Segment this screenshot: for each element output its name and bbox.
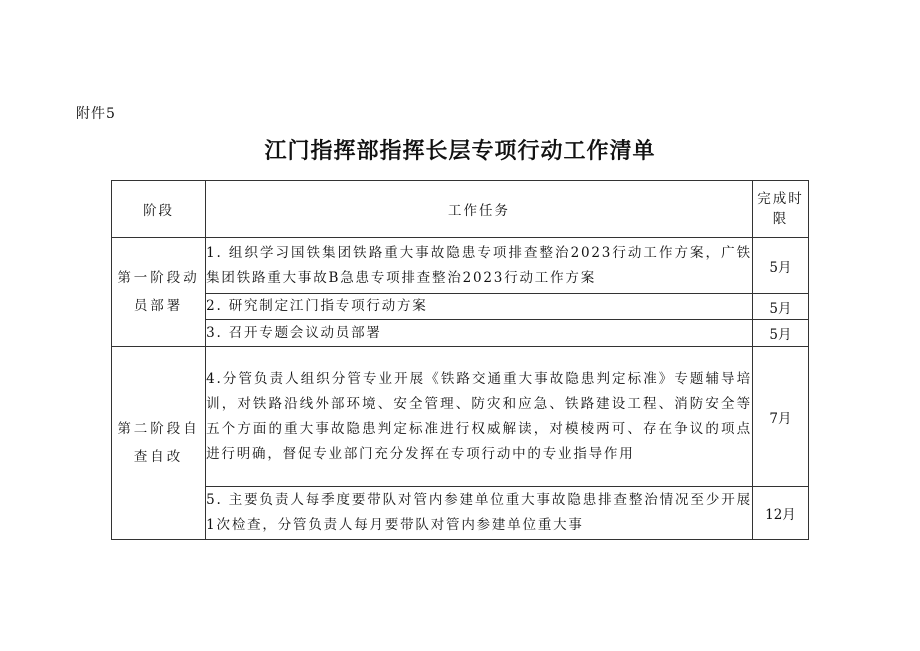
task-cell: 2. 研究制定江门指专项行动方案 (206, 294, 753, 320)
task-table (111, 180, 809, 540)
table-header-row (112, 181, 809, 238)
attachment-label: 附件5 (76, 106, 116, 122)
table-row (112, 487, 809, 540)
task-cell: 4.分管负责人组织分管专业开展《铁路交通重大事故隐患判定标准》专题辅导培训，对铁路沿线外部环境、安全管理、防灾和应急、铁路建设工程、消防安全等五个方面的重大事故隐患判定标准进行权威解读，对模棱两可、存在争议的项点进行明确，督促专业部门充分发挥在专项行动中的专业指导作用 (206, 347, 753, 487)
task-cell: 5. 主要负责人每季度要带队对管内参建单位重大事故隐患排查整治情况至少开展1次检查，分管负责人每月要带队对管内参建单位重大事 (206, 487, 753, 540)
stage-cell-2: 第二阶段自查自改 (112, 347, 206, 540)
task-cell: 1. 组织学习国铁集团铁路重大事故隐患专项排查整治2023行动工作方案，广铁集团铁路重大事故B急患专项排查整治2023行动工作方案 (206, 238, 753, 294)
stage-cell-1: 第一阶段动员部署 (112, 238, 206, 347)
table-row (112, 347, 809, 487)
table-row (112, 320, 809, 347)
deadline-cell: 5月 (752, 294, 808, 320)
header-deadline: 完成时限 (752, 181, 808, 238)
deadline-cell: 12月 (752, 487, 808, 540)
header-task: 工作任务 (206, 181, 753, 238)
table-row (112, 294, 809, 320)
deadline-cell: 5月 (752, 320, 808, 347)
page-title: 江门指挥部指挥长层专项行动工作清单 (264, 139, 656, 164)
table-row (112, 238, 809, 294)
deadline-cell: 5月 (752, 238, 808, 294)
task-cell: 3. 召开专题会议动员部署 (206, 320, 753, 347)
deadline-cell: 7月 (752, 347, 808, 487)
header-stage: 阶段 (112, 181, 206, 238)
